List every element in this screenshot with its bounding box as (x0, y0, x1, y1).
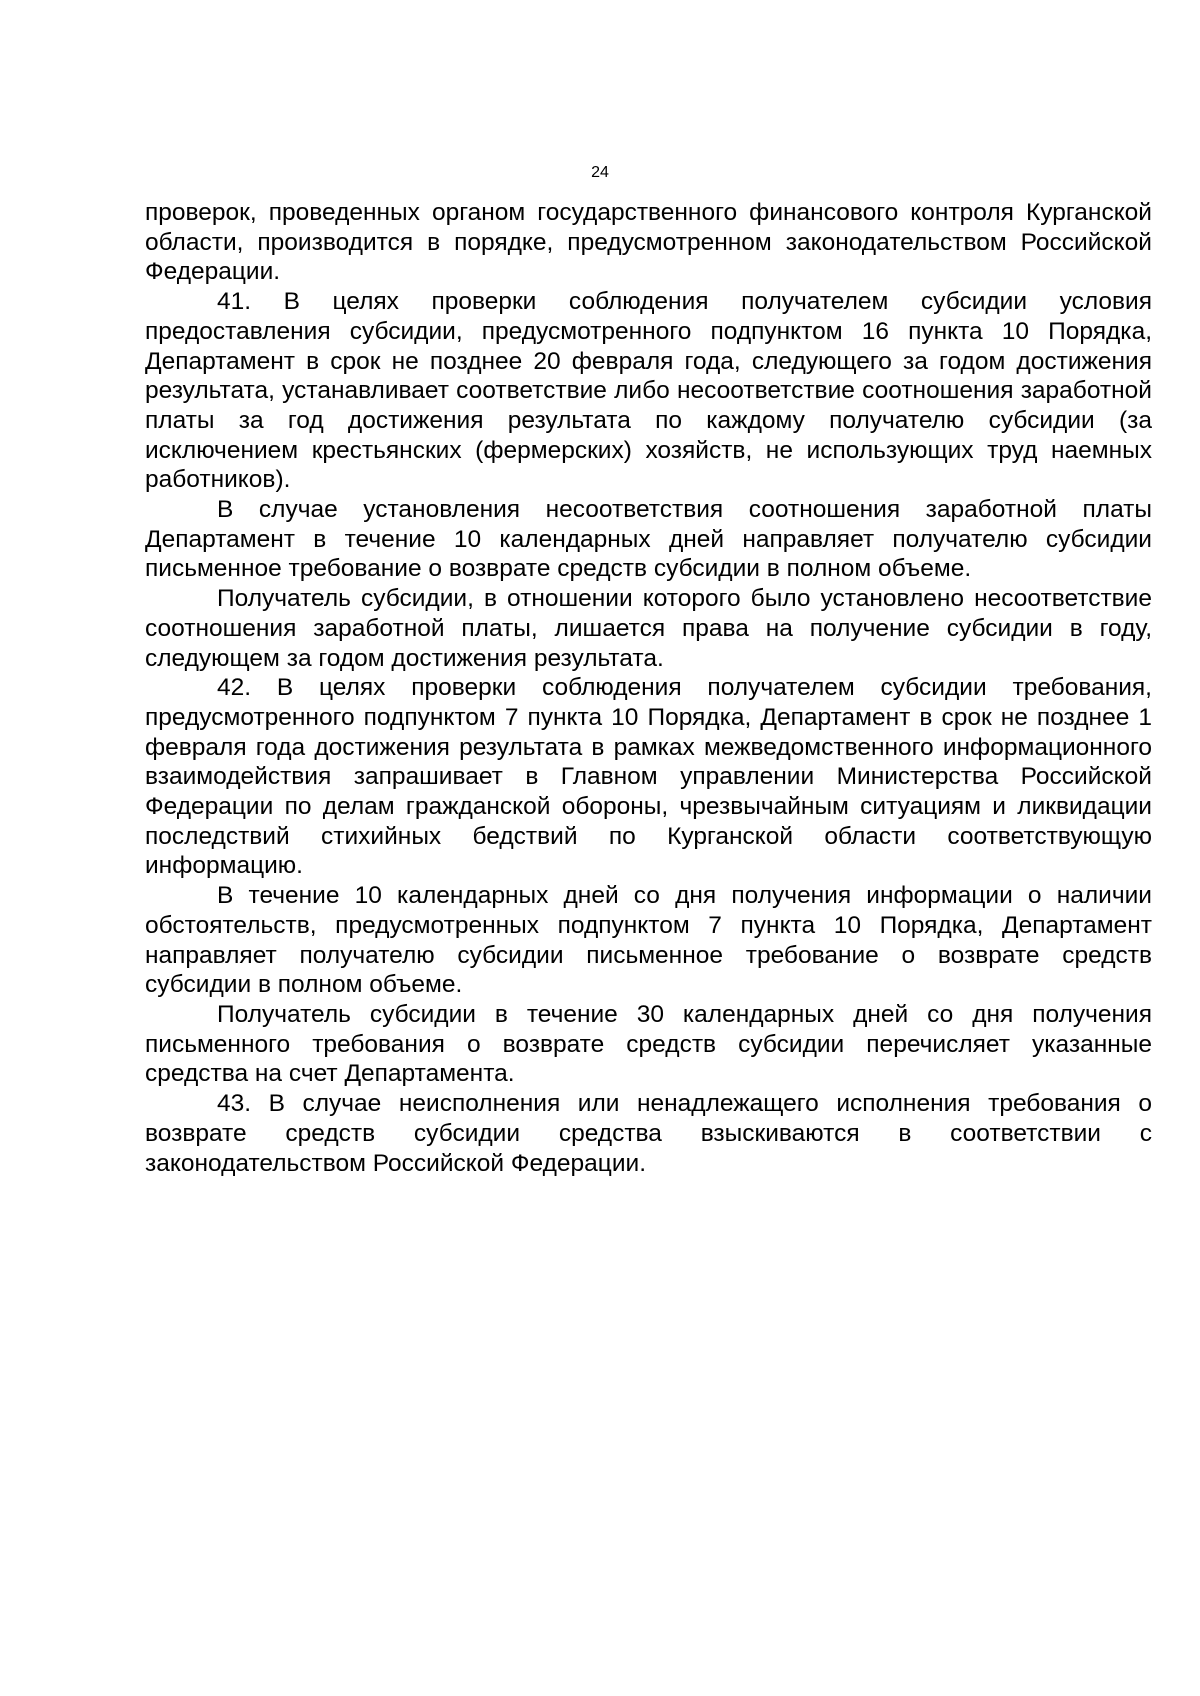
paragraph-item-41: 41. В целях проверки соблюдения получателем субсидии условия предоставления субсидии, предусмотренного подпунктом 16 пункта 10 Порядка, Департамент в срок не позднее 20 февраля года, следующего за годом достижения результата, устанавливает соответствие либо несоответствие соотношения заработной платы за год достижения результата по каждому получателю субсидии (за исключением крестьянских (фермерских) хозяйств, не использующих труд наемных работников). (145, 288, 1152, 494)
paragraph-return-demand: В течение 10 календарных дней со дня получения информации о наличии обстоятельств, предусмотренных подпунктом 7 пункта 10 Порядка, Департамент направляет получателю субсидии письменное требование о возврате средств субсидии в полном объеме. (145, 882, 1152, 999)
page-number: 24 (591, 164, 609, 181)
paragraph-continuation: проверок, проведенных органом государственного финансового контроля Курганской области, производится в порядке, предусмотренном законодательством Российской Федерации. (145, 199, 1152, 286)
document-body (145, 198, 1152, 1178)
paragraph-loss-of-right: Получатель субсидии, в отношении которого было установлено несоответствие соотношения заработной платы, лишается права на получение субсидии в году, следующем за годом достижения результата. (145, 585, 1152, 672)
paragraph-item-42: 42. В целях проверки соблюдения получателем субсидии требования, предусмотренного подпунктом 7 пункта 10 Порядка, Департамент в срок не позднее 1 февраля года достижения результата в рамках межведомственного информационного взаимодействия запрашивает в Главном управлении Министерства Российской Федерации по делам гражданской обороны, чрезвычайным ситуациям и ликвидации последствий стихийных бедствий по Курганской области соответствующую информацию. (145, 674, 1152, 880)
paragraph-transfer-funds: Получатель субсидии в течение 30 календарных дней со дня получения письменного требования о возврате средств субсидии перечисляет указанные средства на счет Департамента. (145, 1000, 1152, 1088)
paragraph-item-43: 43. В случае неисполнения или ненадлежащего исполнения требования о возврате средств субсидии средства взыскиваются в соответствии с законодательством Российской Федерации. (145, 1090, 1152, 1177)
paragraph-mismatch-return: В случае установления несоответствия соотношения заработной платы Департамент в течение 10 календарных дней направляет получателю субсидии письменное требование о возврате средств субсидии в полном объеме. (145, 496, 1152, 583)
